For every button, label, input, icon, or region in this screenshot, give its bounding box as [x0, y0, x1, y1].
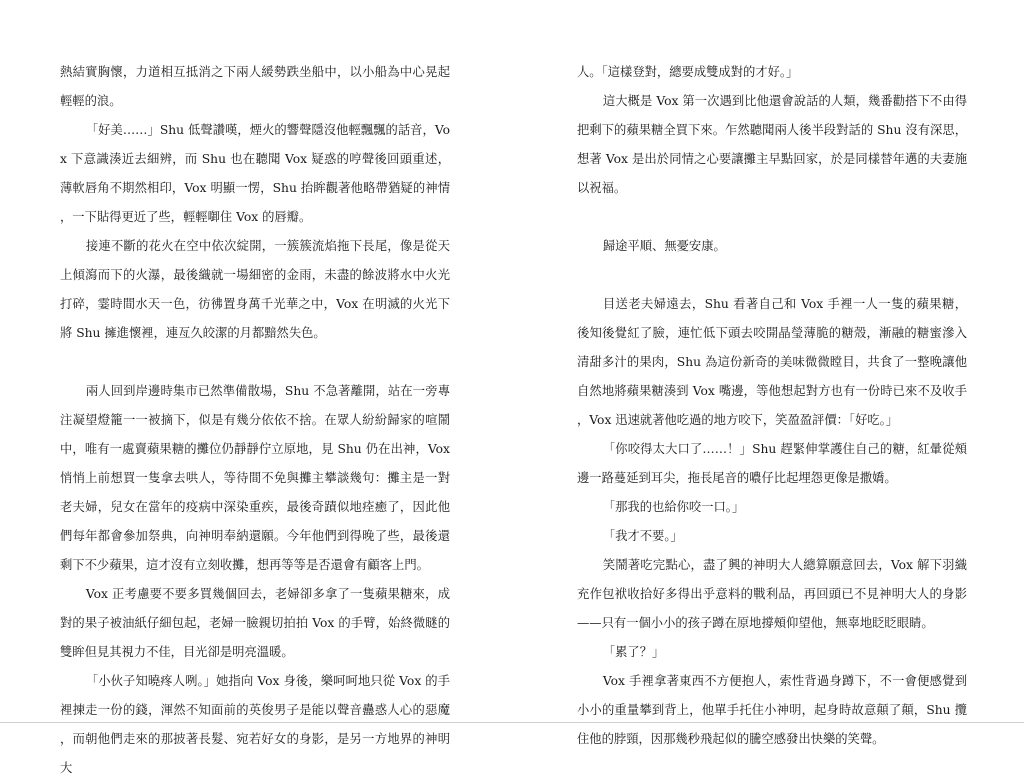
paragraph: 接連不斷的花火在空中依次綻開，一簇簇流焰拖下長尾，像是從天上傾瀉而下的火瀑，最後織就一場細密的金雨，未盡的餘波將水中火光打碎，霎時間水天一色，彷彿置身萬千光華之中，Vox 在明滅的火光下將 Shu 擁進懷裡，連亙久皎潔的月都黯然失色。: [60, 239, 450, 340]
paragraph: 這大概是 Vox 第一次遇到比他還會說話的人類，幾番勸搭下不由得把剩下的蘋果糖全買下來。乍然聽聞兩人後半段對話的 Shu 沒有深思，想著 Vox 是出於同情之心要讓攤主早點回家，於是同樣替年邁的夫妻施以祝福。: [577, 94, 967, 195]
paragraph: 熱結實胸懷，力道相互抵消之下兩人緩勢跌坐船中，以小船為中心晃起輕輕的浪。: [60, 65, 450, 108]
paragraph: 「那我的也給你咬一口。」: [602, 500, 745, 514]
paragraph: 「小伙子知曉疼人咧。」她指向 Vox 身後，樂呵呵地只從 Vox 的手裡揀走一份的錢，渾然不知面前的英俊男子是能以聲音蠱惑人心的惡魔，而朝他們走來的那披著長髮、宛若好女的身影，是另一方地界的神明大: [60, 674, 450, 775]
paragraph: 「你咬得太大口了……！」Shu 趕緊伸掌護住自己的糖，紅暈從頰邊一路蔓延到耳尖，拖長尾音的噥仔比起埋怨更像是撒嬌。: [577, 442, 967, 485]
left-page: [60, 58, 450, 783]
paragraph: Vox 手裡拿著東西不方便抱人，索性背過身蹲下，不一會便感覺到小小的重量攀到背上，他單手托住小神明，起身時故意顛了顛，Shu 攬住他的脖頸，因那幾秒飛起似的騰空感發出快樂的笑聲。: [577, 674, 967, 746]
right-page: [577, 58, 967, 754]
paragraph: Vox 正考慮要不要多買幾個回去，老婦卻多拿了一隻蘋果糖來，成對的果子被油紙仔細包起，老婦一臉親切拍拍 Vox 的手臂，始終微瞇的雙眸但見其視力不佳，目光卻是明亮溫暖。: [60, 587, 450, 659]
paragraph: 歸途平順、無憂安康。: [602, 239, 726, 253]
paragraph: 「累了？」: [602, 645, 665, 659]
paragraph: 「我才不要。」: [602, 529, 683, 543]
paragraph: 「好美……」Shu 低聲讚嘆，煙火的響聲隱沒他輕飄飄的話音，Vox 下意識湊近去細辨，而 Shu 也在聽聞 Vox 疑惑的哼聲後回頭重述，薄軟唇角不期然相印，Vox 明顯一愣，Shu 抬眸觀著他略帶猶疑的神情，一下貼得更近了些，輕輕啣住 Vox 的唇瓣。: [60, 123, 450, 224]
paragraph: 兩人回到岸邊時集市已然準備散場，Shu 不急著離開，站在一旁專注凝望燈籠一一被摘下，似是有幾分依依不捨。在眾人紛紛歸家的喧鬧中，唯有一處賣蘋果糖的攤位仍靜靜佇立原地，見 Shu 仍在出神，Vox 悄悄上前想買一隻拿去哄人，等待間不免與攤主攀談幾句：攤主是一對老夫婦，兒女在當年的疫病中深染重疾，最後奇蹟似地痊癒了，因此他們每年都會參加祭典，向神明奉納還願。今年他們到得晚了些，最後還剩下不少蘋果，這才沒有立刻收攤，想再等等是否還會有顧客上門。: [60, 384, 450, 572]
paragraph: 目送老夫婦遠去，Shu 看著自己和 Vox 手裡一人一隻的蘋果糖，後知後覺紅了臉，連忙低下頭去咬開晶瑩薄脆的糖殼，漸融的糖蜜滲入清甜多汁的果肉，Shu 為這份新奇的美味微微瞠目，共食了一整晚讓他自然地將蘋果糖湊到 Vox 嘴邊，等他想起對方也有一份時已來不及收手，Vox 迅速就著他吃過的地方咬下，笑盈盈評價：「好吃。」: [577, 297, 967, 427]
paragraph: 笑鬧著吃完點心，盡了興的神明大人總算願意回去，Vox 解下羽織充作包袱收拾好多得出乎意料的戰利品，再回頭已不見神明大人的身影——只有一個小小的孩子蹲在原地撐頰仰望他，無辜地眨眨眼睛。: [577, 558, 967, 630]
bottom-divider: [0, 722, 1024, 723]
paragraph: 人。「這樣登對，總要成雙成對的才好。」: [577, 65, 799, 79]
